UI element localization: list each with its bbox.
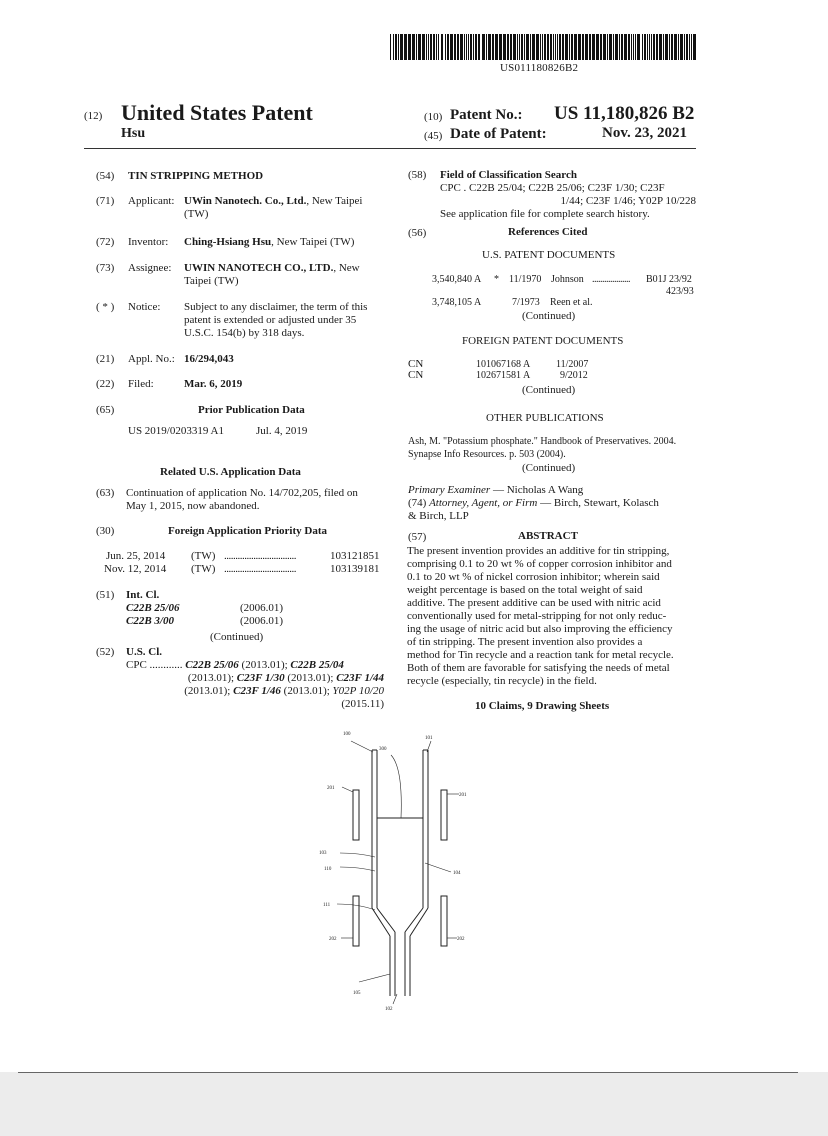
inventor-short: Hsu bbox=[121, 126, 146, 141]
fig-label-202: 202 bbox=[457, 937, 465, 942]
foreign-date: Nov. 12, 2014 bbox=[104, 563, 167, 575]
inventor-name: Ching-Hsiang Hsu bbox=[184, 236, 272, 248]
notice-text-3: U.S.C. 154(b) by 318 days. bbox=[184, 327, 305, 339]
appl-code: (21) bbox=[96, 353, 115, 365]
applicant-location: , New Taipei bbox=[306, 195, 363, 207]
us-doc-date: 11/1970 bbox=[509, 274, 542, 285]
cpc-class: Y02P 10/20 bbox=[332, 685, 384, 697]
invention-title: TIN STRIPPING METHOD bbox=[128, 170, 264, 182]
assignee-country: Taipei (TW) bbox=[184, 275, 239, 287]
applicant-code: (71) bbox=[96, 195, 115, 207]
inventor-location: , New Taipei (TW) bbox=[271, 236, 355, 248]
cpc-line-4: (2015.11) bbox=[341, 698, 384, 710]
abstract-line: 0.1 to 20 wt % of nickel corrosion inhibitor; wherein said bbox=[407, 571, 660, 583]
abstract-line: weight percentage is based on the total weight of said bbox=[407, 584, 643, 596]
cpc-line-2 bbox=[150, 672, 384, 685]
us-doc-number: 3,540,840 A bbox=[432, 274, 482, 285]
abstract-line: The present invention provides an additive for tin stripping, bbox=[407, 545, 670, 557]
us-doc-name: Johnson bbox=[551, 274, 584, 285]
uscl-code: (52) bbox=[96, 646, 115, 658]
us-doc-star: * bbox=[494, 274, 499, 285]
fig-label-300: 300 bbox=[379, 747, 387, 752]
patent-date: Nov. 23, 2021 bbox=[602, 125, 688, 141]
foreign-country: (TW) bbox=[191, 550, 216, 562]
abstract-line: recycle (especially, tin recycle) in the field. bbox=[407, 675, 597, 687]
field-text-1: CPC . C22B 25/04; C22B 25/06; C23F 1/30; C23F bbox=[440, 182, 665, 194]
abstract-line: Both of them are favorable for satisfying the needs of metal bbox=[407, 662, 670, 674]
abstract-line: comprising 0.1 to 20 wt % of copper corrosion inhibitor and bbox=[407, 558, 672, 570]
notice-text-2: patent is extended or adjusted under 35 bbox=[184, 314, 357, 326]
cpc-year: (2013.01); bbox=[184, 685, 234, 697]
refs-heading: References Cited bbox=[508, 226, 588, 238]
title-code: (54) bbox=[96, 170, 115, 182]
foreign-docs-continued: (Continued) bbox=[522, 384, 576, 396]
cpc-class: C23F 1/46 bbox=[233, 685, 281, 697]
fig-label-202: 202 bbox=[329, 937, 337, 942]
foreign-dots: ................................ bbox=[224, 550, 296, 562]
continuation-text-2: May 1, 2015, now abandoned. bbox=[126, 500, 260, 512]
foreign-heading: Foreign Application Priority Data bbox=[168, 525, 327, 537]
abstract-line: of tin stripping. The present invention also provides a bbox=[407, 636, 643, 648]
assignee-name: UWIN NANOTECH CO., LTD. bbox=[184, 262, 334, 274]
other-pub-heading: OTHER PUBLICATIONS bbox=[486, 412, 604, 424]
abstract-line: additive. The present additive can be used with nitric acid bbox=[407, 597, 661, 609]
barcode-number: US011180826B2 bbox=[500, 62, 579, 74]
cpc-dots: ............ bbox=[149, 659, 183, 671]
fig-label-104: 104 bbox=[453, 871, 461, 876]
applicant-line bbox=[184, 195, 363, 208]
applicant-name: UWin Nanotech. Co., Ltd. bbox=[184, 195, 307, 207]
other-pub-text-2: Synapse Info Resources. p. 503 (2004). bbox=[408, 449, 566, 460]
date-code: (45) bbox=[424, 130, 443, 142]
cpc-year: (2013.01); bbox=[280, 685, 333, 697]
foreign-code: (30) bbox=[96, 525, 115, 537]
us-doc-name: Reen et al. bbox=[550, 297, 593, 308]
barcode-image bbox=[390, 34, 696, 60]
field-code: (58) bbox=[408, 169, 427, 181]
field-text-2: 1/44; C23F 1/46; Y02P 10/228 bbox=[560, 195, 696, 207]
foreign-doc-country: CN bbox=[408, 369, 424, 381]
attorney-name: — Birch, Stewart, Kolasch bbox=[540, 497, 659, 509]
attorney-label: Attorney, Agent, or Firm bbox=[429, 497, 538, 509]
attorney-line bbox=[408, 497, 659, 510]
cpc-year: (2013.01); bbox=[284, 672, 337, 684]
intcl-year: (2006.01) bbox=[240, 602, 284, 614]
abstract-line: conventionally used for metal-stripping for not only reduc- bbox=[407, 610, 667, 622]
applicant-country: (TW) bbox=[184, 208, 209, 220]
cpc-class: C22B 25/06 bbox=[185, 659, 239, 671]
uscl-label: U.S. Cl. bbox=[126, 646, 163, 658]
foreign-number: 103121851 bbox=[330, 550, 380, 562]
claims-count: 10 Claims, 9 Drawing Sheets bbox=[475, 700, 610, 712]
cpc-line-3 bbox=[150, 685, 384, 698]
us-doc-class-2: 423/93 bbox=[666, 286, 694, 297]
fig-label-110: 110 bbox=[324, 867, 332, 872]
cpc-class: C23F 1/44 bbox=[336, 672, 384, 684]
filed-code: (22) bbox=[96, 378, 115, 390]
fig-label-103: 103 bbox=[319, 851, 327, 856]
patent-no-code: (10) bbox=[424, 111, 443, 123]
examiner-line bbox=[408, 484, 583, 497]
patent-number: US 11,180,826 B2 bbox=[554, 103, 695, 124]
continuation-code: (63) bbox=[96, 487, 115, 499]
cpc-class: C22B 25/04 bbox=[290, 659, 344, 671]
examiner-label: Primary Examiner bbox=[408, 484, 491, 496]
inventor-line bbox=[184, 236, 354, 249]
prior-heading: Prior Publication Data bbox=[198, 404, 305, 416]
fig-label-101: 101 bbox=[425, 736, 433, 741]
fig-label-201: 201 bbox=[459, 793, 467, 798]
foreign-doc-date: 11/2007 bbox=[556, 359, 589, 370]
applicant-label: Applicant: bbox=[128, 195, 175, 207]
field-heading: Field of Classification Search bbox=[440, 169, 577, 181]
prior-code: (65) bbox=[96, 404, 115, 416]
intcl-year: (2006.01) bbox=[240, 615, 284, 627]
intcl-continued: (Continued) bbox=[210, 631, 264, 643]
foreign-doc-number: 101067168 A bbox=[476, 359, 531, 370]
assignee-line bbox=[184, 262, 360, 275]
foreign-number: 103139181 bbox=[330, 563, 380, 575]
attorney-code: (74) bbox=[408, 497, 427, 509]
patent-no-label: Patent No.: bbox=[450, 107, 523, 123]
intcl-code: (51) bbox=[96, 589, 115, 601]
assignee-code: (73) bbox=[96, 262, 115, 274]
fig-label-102: 102 bbox=[385, 1007, 393, 1012]
us-doc-number: 3,748,105 A bbox=[432, 297, 482, 308]
fig-label-100: 100 bbox=[343, 732, 351, 737]
filed-date: Mar. 6, 2019 bbox=[184, 378, 243, 390]
cpc-line-1 bbox=[126, 659, 344, 672]
header-rule bbox=[84, 148, 696, 149]
notice-label: Notice: bbox=[128, 301, 161, 313]
cpc-year: (2013.01); bbox=[187, 672, 237, 684]
foreign-country: (TW) bbox=[191, 563, 216, 575]
patent-kind-title: United States Patent bbox=[121, 100, 313, 125]
continuation-text-1: Continuation of application No. 14/702,205, filed on bbox=[126, 487, 358, 499]
intcl-class: C22B 3/00 bbox=[126, 615, 174, 627]
foreign-doc-country: CN bbox=[408, 358, 424, 370]
cpc-class: C23F 1/30 bbox=[236, 672, 285, 684]
foreign-date: Jun. 25, 2014 bbox=[106, 550, 166, 562]
cpc-label: CPC bbox=[126, 659, 147, 671]
related-heading: Related U.S. Application Data bbox=[160, 466, 301, 478]
foreign-doc-date: 9/2012 bbox=[560, 370, 588, 381]
fig-label-201: 201 bbox=[327, 786, 335, 791]
notice-code: ( * ) bbox=[96, 301, 115, 313]
prior-pub-date: Jul. 4, 2019 bbox=[256, 425, 308, 437]
us-doc-date: 7/1973 bbox=[512, 297, 540, 308]
other-pub-continued: (Continued) bbox=[522, 462, 576, 474]
notice-text-1: Subject to any disclaimer, the term of this bbox=[184, 301, 368, 313]
intcl-class: C22B 25/06 bbox=[126, 602, 180, 614]
page-edge-shadow bbox=[18, 1072, 798, 1073]
cpc-year: (2013.01); bbox=[238, 659, 291, 671]
filed-label: Filed: bbox=[128, 378, 154, 390]
date-label: Date of Patent: bbox=[450, 126, 547, 142]
abstract-line: method for Tin recycle and a reaction tank for metal recycle. bbox=[407, 649, 674, 661]
inventor-code: (72) bbox=[96, 236, 115, 248]
examiner-name: — Nicholas A Wang bbox=[492, 484, 584, 496]
foreign-dots: ................................ bbox=[224, 563, 296, 575]
field-text-3: See application file for complete search history. bbox=[440, 208, 650, 220]
attorney-name-2: & Birch, LLP bbox=[408, 510, 469, 522]
fig-label-111: 111 bbox=[323, 903, 331, 908]
appl-label: Appl. No.: bbox=[128, 353, 175, 365]
foreign-doc-number: 102671581 A bbox=[476, 370, 531, 381]
abstract-code: (57) bbox=[408, 531, 427, 543]
refs-code: (56) bbox=[408, 227, 427, 239]
fig-label-105: 105 bbox=[353, 991, 361, 996]
foreign-docs-heading: FOREIGN PATENT DOCUMENTS bbox=[462, 335, 624, 347]
kind-code: (12) bbox=[84, 110, 103, 122]
intcl-label: Int. Cl. bbox=[126, 589, 160, 601]
us-doc-class: B01J 23/92 bbox=[646, 274, 692, 285]
us-docs-heading: U.S. PATENT DOCUMENTS bbox=[482, 249, 616, 261]
abstract-heading: ABSTRACT bbox=[518, 530, 578, 542]
appl-number: 16/294,043 bbox=[184, 353, 234, 365]
us-docs-continued: (Continued) bbox=[522, 310, 576, 322]
inventor-label: Inventor: bbox=[128, 236, 169, 248]
reaction-tank-drawing bbox=[315, 728, 485, 1018]
us-doc-dots: ................... bbox=[592, 274, 630, 285]
other-pub-text-1: Ash, M. "Potassium phosphate." Handbook of Preservatives. 2004. bbox=[408, 436, 677, 447]
abstract-line: ing the usage of nitric acid but also improving the efficiency bbox=[407, 623, 673, 635]
prior-pub-number: US 2019/0203319 A1 bbox=[128, 425, 224, 437]
assignee-location: , New bbox=[333, 262, 360, 274]
assignee-label: Assignee: bbox=[128, 262, 172, 274]
